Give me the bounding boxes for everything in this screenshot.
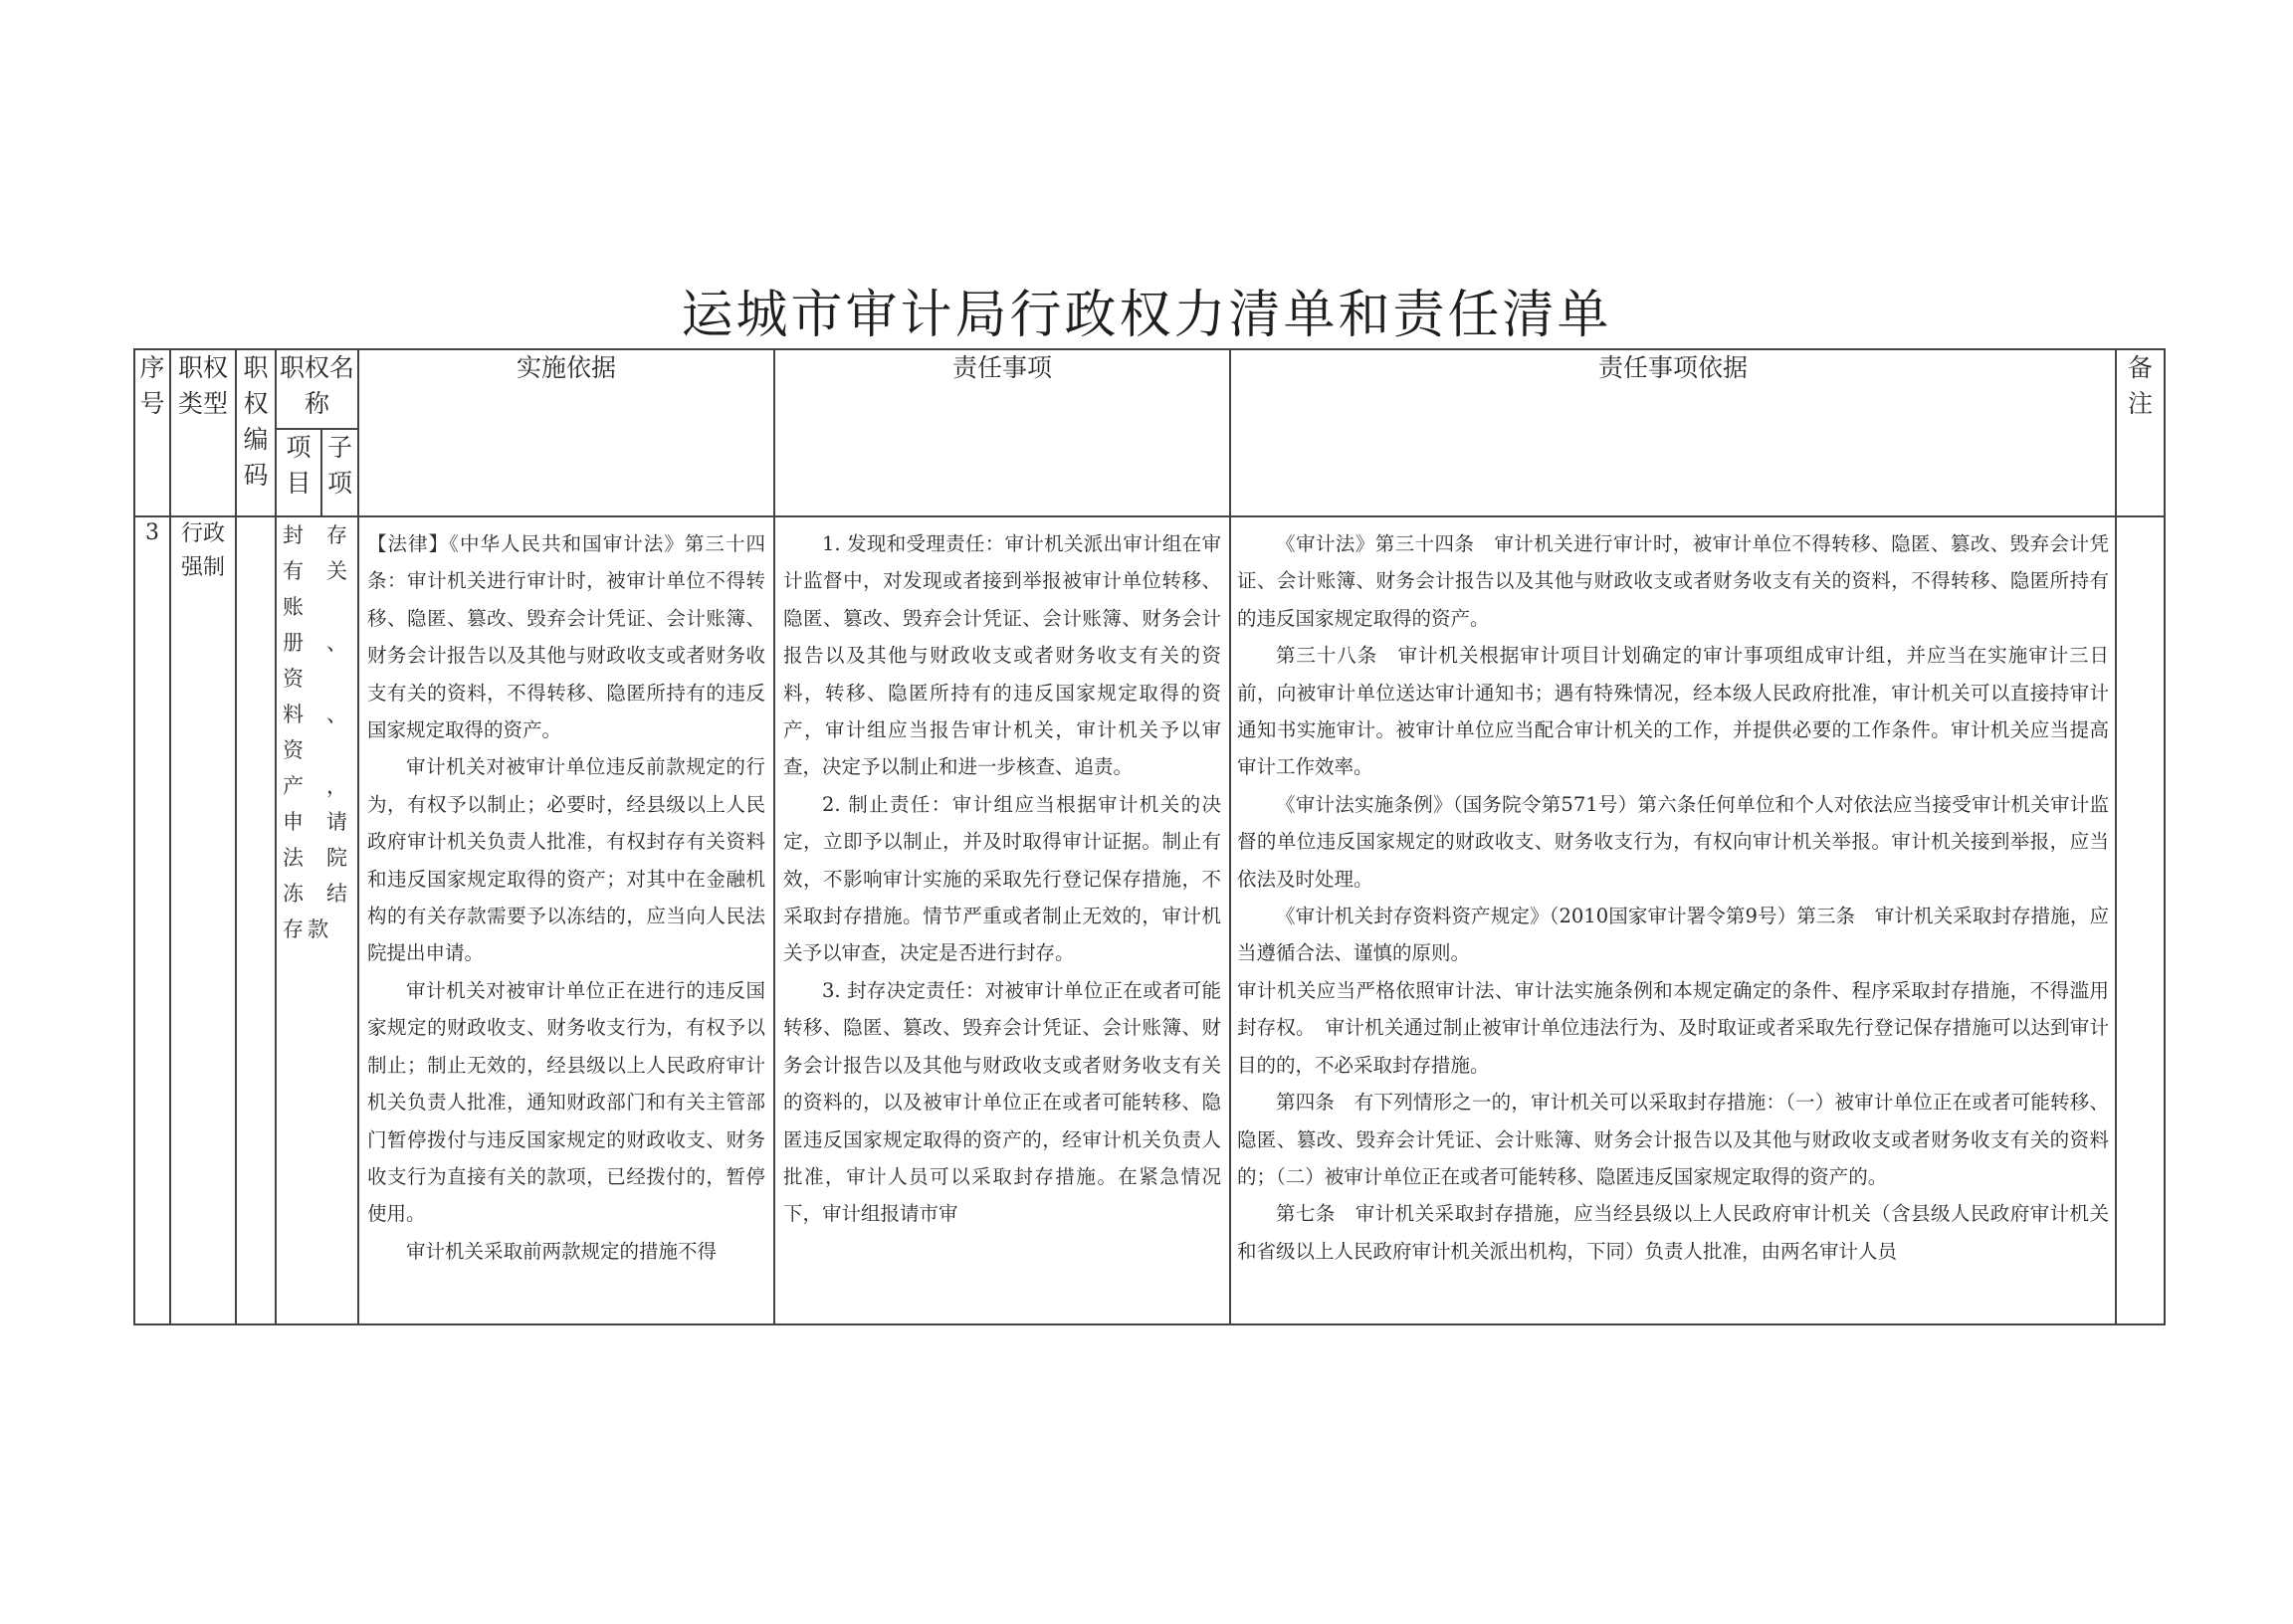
- row-duties: [774, 516, 1230, 1324]
- row-seq: 3: [134, 516, 170, 1324]
- duty-basis-paragraph: 《审计机关封存资料资产规定》（2010国家审计署令第9号）第三条 审计机关采取封存措施，应当遵循合法、谨慎的原则。: [1237, 905, 2109, 965]
- basis-paragraph: 审计机关采取前两款规定的措施不得: [406, 1239, 718, 1263]
- page-title: 运城市审计局行政权力清单和责任清单: [681, 286, 1612, 345]
- header-note: 备注: [2116, 349, 2165, 516]
- duty-paragraph: 1. 发现和受理责任：审计机关派出审计组在审计监督中，对发现或者接到举报被审计单位转移、隐匿、篡改、毁弃会计凭证、会计账簿、财务会计报告以及其他与财政收支或者财务收支有关的资料，转移、隐匿所持有的违反国家规定取得的资产，审计组应当报告审计机关，审计机关予以审查，决定予以制止和进一步核查、追责。: [783, 532, 1221, 779]
- header-name: 职权名称: [276, 349, 358, 429]
- duty-basis-paragraph: 第四条 有下列情形之一的，审计机关可以采取封存措施：（一）被审计单位正在或者可能转移、隐匿、篡改、毁弃会计凭证、会计账簿、财务会计报告以及其他与财政收支或者财务收支有关的资料的；（二）被审计单位正在或者可能转移、隐匿违反国家规定取得的资产的。: [1237, 1091, 2109, 1188]
- header-duties-basis: 责任事项依据: [1230, 349, 2116, 516]
- header-type: 职权类型: [170, 349, 236, 516]
- table-row: [134, 516, 2165, 1324]
- basis-paragraph: 审计机关对被审计单位违反前款规定的行为，有权予以制止；必要时，经县级以上人民政府审计机关负责人批准，有权封存有关资料和违反国家规定取得的资产；对其中在金融机构的有关存款需要予以冻结的，应当向人民法院提出申请。: [367, 755, 765, 965]
- row-code: [236, 516, 276, 1324]
- row-item: 封存有关账册、资料、资产，申请法院冻结存款: [276, 516, 358, 1324]
- duty-paragraph: 3. 封存决定责任：对被审计单位正在或者可能转移、隐匿、篡改、毁弃会计凭证、会计账簿、财务会计报告以及其他与财政收支或者财务收支有关的资料的，以及被审计单位正在或者可能转移、隐匿违反国家规定取得的资产的，经审计机关负责人批准，审计人员可以采取封存措施。在紧急情况下，审计组报请市审: [783, 978, 1221, 1226]
- duty-basis-paragraph: 《审计法》第三十四条 审计机关进行审计时，被审计单位不得转移、隐匿、篡改、毁弃会计凭证、会计账簿、财务会计报告以及其他与财政收支或者财务收支有关的资料，不得转移、隐匿所持有的违反国家规定取得的资产。: [1237, 532, 2109, 630]
- row-basis: [358, 516, 774, 1324]
- header-basis: 实施依据: [358, 349, 774, 516]
- basis-paragraph: 审计机关对被审计单位正在进行的违反国家规定的财政收支、财务收支行为，有权予以制止；制止无效的，经县级以上人民政府审计机关负责人批准，通知财政部门和有关主管部门暂停拨付与违反国家规定的财政收支、财务收支行为直接有关的款项，已经拨付的，暂停使用。: [367, 978, 765, 1226]
- power-list-table: [133, 348, 2166, 1325]
- duty-basis-paragraph: 第七条 审计机关采取封存措施，应当经县级以上人民政府审计机关（含县级人民政府审计机关和省级以上人民政府审计机关派出机构，下同）负责人批准，由两名审计人员: [1237, 1202, 2109, 1263]
- duty-basis-paragraph: 第三十八条 审计机关根据审计项目计划确定的审计事项组成审计组，并应当在实施审计三日前，向被审计单位送达审计通知书；遇有特殊情况，经本级人民政府批准，审计机关可以直接持审计通知书实施审计。被审计单位应当配合审计机关的工作，并提供必要的工作条件。审计机关应当提高审计工作效率。: [1237, 644, 2109, 779]
- header-duties: 责任事项: [774, 349, 1230, 516]
- basis-paragraph: 【法律】《中华人民共和国审计法》第三十四条：审计机关进行审计时，被审计单位不得转移、隐匿、篡改、毁弃会计凭证、会计账簿、财务会计报告以及其他与财政收支或者财务收支有关的资料，不得转移、隐匿所持有的违反国家规定取得的资产。: [367, 532, 765, 742]
- header-seq: 序号: [134, 349, 170, 516]
- row-type: 行政强制: [170, 516, 236, 1324]
- row-note: [2116, 516, 2165, 1324]
- duty-basis-paragraph: 审计机关应当严格依照审计法、审计法实施条例和本规定确定的条件、程序采取封存措施，不得滥用封存权。 审计机关通过制止被审计单位违法行为、及时取证或者采取先行登记保存措施可以达到审计目的的，不必采取封存措施。: [1237, 978, 2109, 1077]
- header-code: 职权编码: [236, 349, 276, 516]
- duty-basis-paragraph: 《审计法实施条例》（国务院令第571号）第六条任何单位和个人对依法应当接受审计机关审计监督的单位违反国家规定的财政收支、财务收支行为，有权向审计机关举报。审计机关接到举报，应当依法及时处理。: [1237, 792, 2109, 891]
- header-name-item: 项目: [276, 429, 321, 516]
- header-name-sub: 子项: [321, 429, 358, 516]
- duty-paragraph: 2. 制止责任：审计组应当根据审计机关的决定，立即予以制止，并及时取得审计证据。制止有效，不影响审计实施的采取先行登记保存措施，不采取封存措施。情节严重或者制止无效的，审计机关予以审查，决定是否进行封存。: [783, 792, 1221, 965]
- row-duties-basis: [1230, 516, 2116, 1324]
